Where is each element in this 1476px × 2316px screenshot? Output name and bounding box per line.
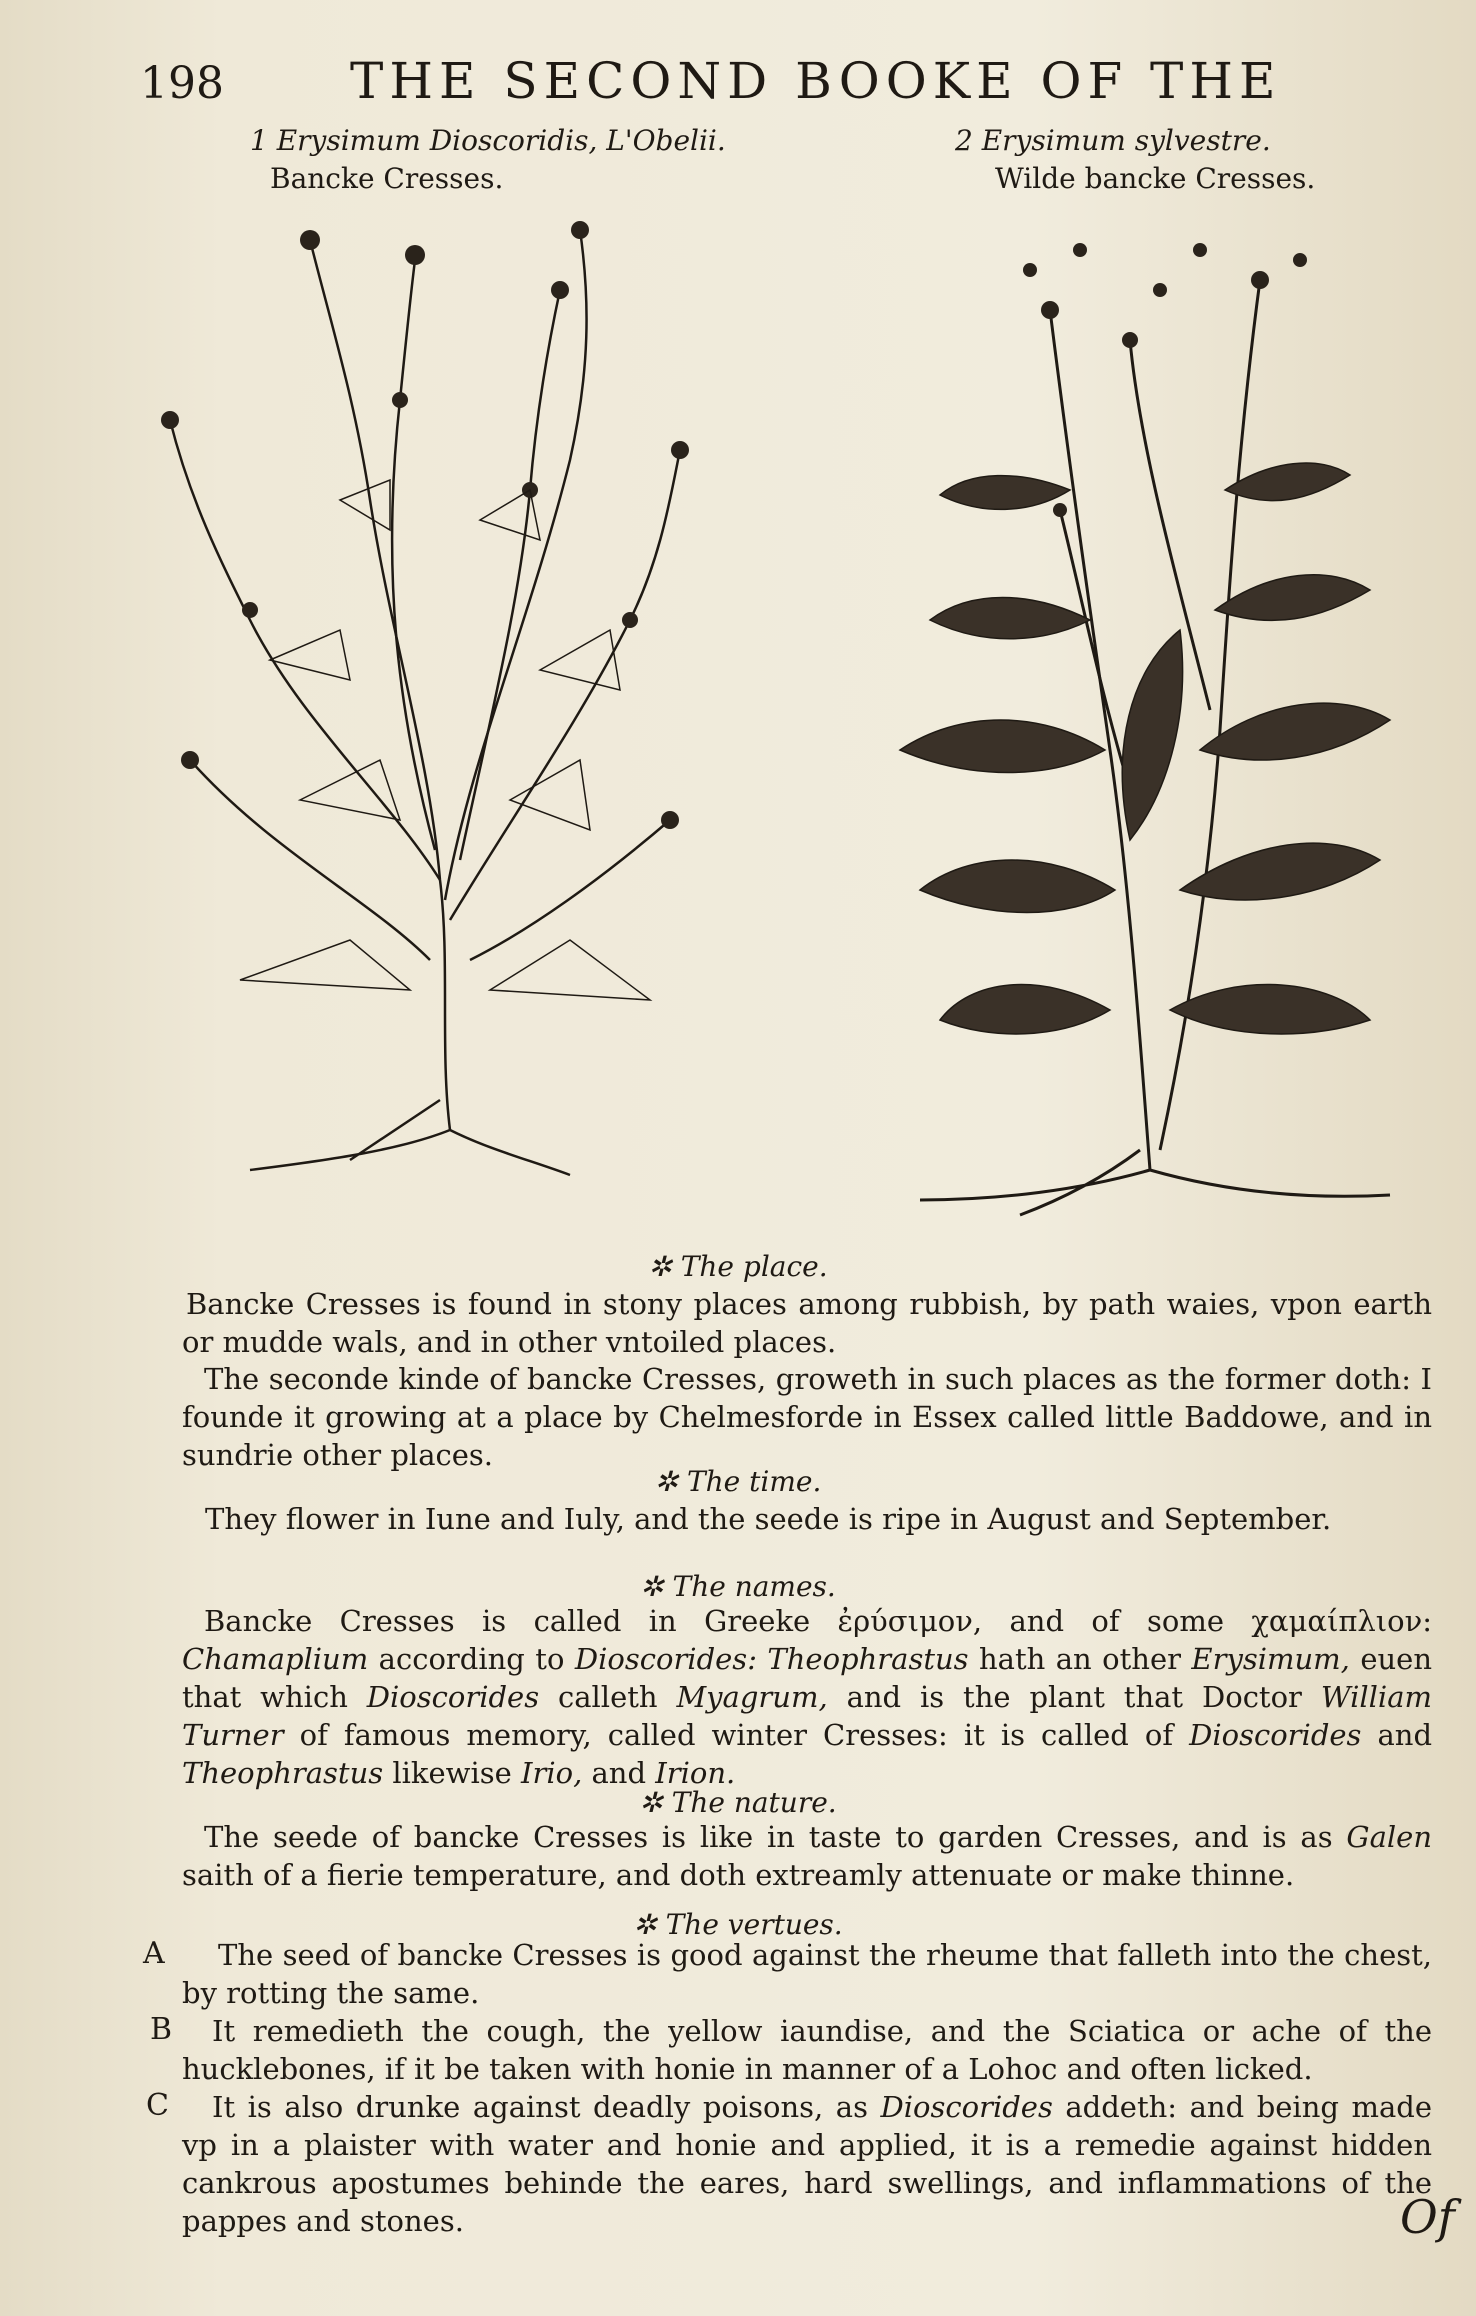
names-paragraph — [182, 1602, 1432, 1792]
names-latin-i: Irio, — [521, 1756, 583, 1790]
wilde-bancke-cresses-woodcut — [880, 190, 1440, 1220]
figure-2-caption — [955, 122, 1315, 198]
catchword: Of — [1400, 2190, 1455, 2244]
names-text-i: likewise — [383, 1756, 522, 1790]
names-latin-c: Erysimum, — [1191, 1642, 1350, 1676]
section-heading-place: ✲ The place. — [648, 1250, 828, 1283]
bancke-cresses-woodcut — [150, 200, 730, 1180]
margin-letter-c: C — [146, 2088, 169, 2123]
names-text-f: and is the plant that Doctor — [827, 1680, 1321, 1714]
figure-1-caption — [250, 122, 726, 198]
nature-text-b: saith of a fierie temperature, and doth extreamly attenuate or make thinne. — [182, 1858, 1295, 1892]
names-latin-f: William Turner — [182, 1680, 1432, 1752]
nature-text-a: The seede of bancke Cresses is like in taste to garden Cresses, and is as — [204, 1820, 1347, 1854]
running-head: THE SECOND BOOKE OF THE — [350, 52, 1282, 110]
names-latin-a: Chamaplium — [182, 1642, 369, 1676]
vertue-a-paragraph: The seed of bancke Cresses is good against the rheume that falleth into the chest, by rotting the same. — [182, 1938, 1432, 2010]
time-paragraph: They flower in Iune and Iuly, and the seede is ripe in August and September. — [205, 1502, 1332, 1536]
names-latin-e: Myagrum, — [676, 1680, 828, 1714]
names-text-b: according to — [368, 1642, 575, 1676]
names-latin-g: Dioscorides — [1189, 1718, 1362, 1752]
figure-1-latin-name: 1 Erysimum Dioscoridis, L'Obelii. — [250, 124, 726, 157]
figure-2-english-name: Wilde bancke Cresses. — [995, 162, 1316, 195]
names-text-a: Bancke Cresses is called in Greeke ἐρύσιμον, and of some χαμαίπλιον: — [204, 1604, 1432, 1638]
vertue-c-text-a: It is also drunke against deadly poisons, as — [212, 2090, 881, 2124]
names-text-d: euen that which — [182, 1642, 1433, 1714]
margin-letter-a: A — [143, 1936, 165, 1971]
figure-1-english-name: Bancke Cresses. — [270, 162, 504, 195]
page-number: 198 — [140, 58, 224, 109]
vertue-c-text-b: addeth: and being made vp in a plaister with water and honie and applied, it is a remedie against hidden cankrous apostumes behinde the eares, hard swellings, and inflammations of the pappes and stones. — [182, 2090, 1432, 2238]
names-text-c: hath an other — [968, 1642, 1192, 1676]
section-heading-nature: ✲ The nature. — [639, 1786, 837, 1819]
figure-2-latin-name: 2 Erysimum sylvestre. — [955, 124, 1271, 157]
names-text-j: and — [582, 1756, 656, 1790]
vertue-c-paragraph — [182, 2088, 1432, 2240]
names-latin-b: Dioscorides: Theophrastus — [574, 1642, 969, 1676]
place-paragraph-1: Bancke Cresses is found in stony places among rubbish, by path waies, vpon earth or mudde wals, and in other vntoiled places. — [182, 1287, 1432, 1359]
section-heading-vertues: ✲ The vertues. — [633, 1908, 843, 1941]
section-heading-time: ✲ The time. — [654, 1465, 822, 1498]
names-text-g: of famous memory, called winter Cresses: it is called of — [283, 1718, 1190, 1752]
nature-latin-a: Galen — [1346, 1820, 1432, 1854]
vertue-c-latin: Dioscorides — [880, 2090, 1053, 2124]
names-text-e: calleth — [539, 1680, 677, 1714]
vertue-b-paragraph: It remedieth the cough, the yellow iaundise, and the Sciatica or ache of the hucklebones, if it be taken with honie in manner of a Lohoc and often licked. — [182, 2014, 1432, 2086]
margin-letter-b: B — [150, 2012, 173, 2047]
nature-paragraph — [182, 1818, 1432, 1894]
names-latin-h: Theophrastus — [182, 1756, 384, 1790]
names-text-h: and — [1361, 1718, 1433, 1752]
place-paragraph-2: The seconde kinde of bancke Cresses, groweth in such places as the former doth: I founde it growing at a place by Chelmesforde in Essex called little Baddowe, and in sundrie other places. — [182, 1362, 1432, 1472]
section-heading-names: ✲ The names. — [640, 1570, 836, 1603]
names-latin-j: Irion. — [655, 1756, 736, 1790]
names-latin-d: Dioscorides — [366, 1680, 540, 1714]
